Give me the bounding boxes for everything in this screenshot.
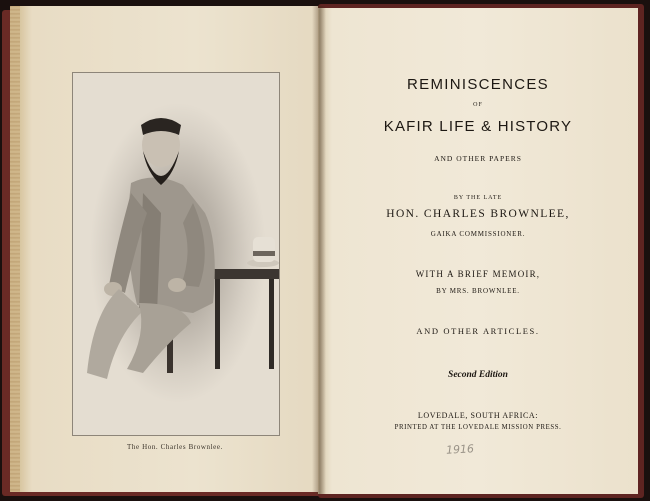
hand [168, 278, 186, 292]
title-line-1: REMINISCENCES [407, 76, 549, 93]
memoir-author: BY MRS. BROWNLEE. [436, 287, 520, 295]
edition: Second Edition [448, 370, 508, 380]
portrait-caption: The Hon. Charles Brownlee. [127, 443, 223, 451]
hat-crown [253, 237, 275, 262]
hat-band [253, 251, 275, 256]
subtitle: AND OTHER PAPERS [434, 154, 522, 163]
by-the-late: BY THE LATE [453, 195, 503, 201]
other-articles: AND OTHER ARTICLES. [416, 326, 540, 336]
page-edges [10, 6, 20, 492]
memoir-line: WITH A BRIEF MEMOIR, [415, 269, 541, 279]
printer: PRINTED AT THE LOVEDALE MISSION PRESS. [394, 424, 562, 431]
table-top [209, 269, 279, 279]
portrait-plate [72, 72, 280, 436]
publication-place: LOVEDALE, SOUTH AFRICA: [417, 411, 539, 420]
pencil-note: 1916 [445, 442, 475, 457]
title-line-2: KAFIR LIFE & HISTORY [383, 118, 573, 135]
table-leg [269, 279, 274, 369]
author-office: GAIKA COMMISSIONER. [430, 230, 526, 238]
table-leg [215, 279, 220, 369]
title-of: OF [473, 102, 483, 108]
author-name: HON. CHARLES BROWNLEE, [386, 208, 570, 220]
portrait-illustration [73, 73, 279, 435]
